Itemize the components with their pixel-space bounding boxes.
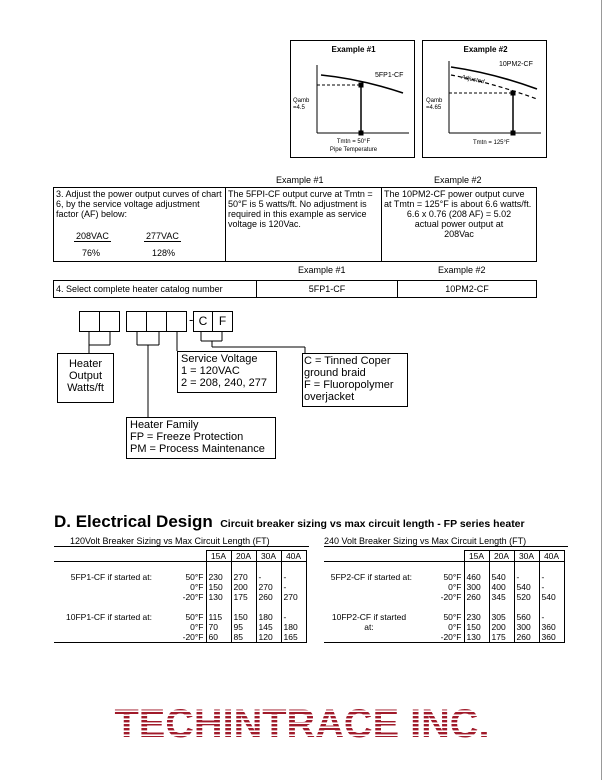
section-title: D. Electrical Design	[54, 512, 213, 531]
left-header-15a: 15A	[206, 551, 231, 562]
left-header-20a: 20A	[231, 551, 256, 562]
left-table-underline	[54, 546, 309, 547]
table-row: 0°F 70 95 145 180	[54, 622, 306, 632]
table-row: -20°F 130 175 260 270	[54, 592, 306, 602]
catalog-c-box	[193, 311, 213, 332]
step3-example2-text2: 6.6 x 0.76 (208 AF) = 5.02	[406, 209, 512, 219]
factor-208-value: 76%	[82, 248, 101, 258]
example1-chart-title: Example #1	[331, 45, 376, 54]
voltage-208-label: 208VAC	[76, 231, 109, 241]
example2-curve-label: 10PM2-CF	[499, 61, 533, 68]
step3-instruction: 3. Adjust the power output curves of chart 6, by the service voltage adjustment factor (AF) below:	[56, 189, 222, 219]
table-row: 5FP2-CF if started at: 50°F 460 540 - -	[324, 572, 564, 582]
right-header-40a: 40A	[539, 551, 564, 562]
table-row: 5FP1-CF if started at: 50°F 230 270 - -	[54, 572, 306, 582]
example2-adjusted-label: Adjusted	[460, 74, 485, 86]
table-row: 0°F 150 200 270 -	[54, 582, 306, 592]
example1-x-label: Tmtn = 50°F Pipe Temperature	[329, 139, 378, 153]
step3-example1-header: Example #1	[276, 175, 324, 185]
table-row: -20°F 60 85 120 165	[54, 632, 306, 643]
table-row: -20°F 260 345 520 540	[324, 592, 564, 602]
catalog-family-box-2	[146, 311, 167, 332]
step4-example1-value: 5FP1-CF	[308, 284, 346, 294]
heater-output-box: Heater Output Watts/ft	[57, 353, 114, 403]
step3-example2-text3: actual power output at	[414, 219, 504, 229]
table-row: 10FP2-CF if started 50°F 230 305 560 -	[324, 612, 564, 622]
table-row: -20°F 130 175 260 360	[324, 632, 564, 643]
example2-x-label: Tmtn = 125°F	[473, 140, 510, 146]
step3-example2-text4: 208Vac	[444, 229, 474, 239]
table-row: 10FP1-CF if started at: 50°F 115 150 180 -	[54, 612, 306, 622]
left-breaker-table	[54, 550, 307, 643]
sheath-option-box: C = Tinned Coper ground braid F = Fluoropolymer overjacket	[302, 353, 408, 407]
table-row: at: 0°F 150 200 300 360	[324, 622, 564, 632]
example2-chart-title: Example #2	[463, 45, 508, 54]
right-table-caption: 240 Volt Breaker Sizing vs Max Circuit Length (FT)	[324, 536, 527, 546]
catalog-f-box	[212, 311, 233, 332]
example2-y-label: Qamb =4.65	[426, 98, 443, 111]
right-header-30a: 30A	[514, 551, 539, 562]
catalog-family-box-1	[126, 311, 147, 332]
left-table-caption: 120Volt Breaker Sizing vs Max Circuit Length (FT)	[70, 536, 270, 546]
catalog-voltage-box	[166, 311, 187, 332]
left-header-30a: 30A	[256, 551, 281, 562]
right-header-15a: 15A	[464, 551, 489, 562]
left-header-40a: 40A	[281, 551, 306, 562]
right-table-underline	[324, 546, 568, 547]
service-voltage-box: Service Voltage 1 = 120VAC 2 = 208, 240, 277	[177, 351, 277, 393]
step4-example2-header: Example #2	[438, 265, 486, 275]
heater-family-box: Heater Family FP = Freeze Protection PM = Process Maintenance	[126, 417, 276, 459]
right-header-20a: 20A	[489, 551, 514, 562]
example1-y-label: Qamb =4.5	[293, 98, 310, 111]
voltage-277-label: 277VAC	[146, 231, 179, 241]
catalog-dash: -	[189, 312, 194, 327]
step3-example2-text1: The 10PM2-CF power output curve at Tmtn = 125°F is about 6.6 watts/ft.	[384, 189, 532, 209]
right-breaker-table	[324, 550, 565, 643]
factor-277-value: 128%	[152, 248, 176, 258]
step4-example2-value: 10PM2-CF	[445, 284, 489, 294]
catalog-digit-box-2	[99, 311, 120, 332]
example1-curve-label: 5FP1-CF	[375, 72, 404, 79]
section-subtitle: Circuit breaker sizing vs max circuit length - FP series heater	[220, 518, 525, 530]
step3-example2-header: Example #2	[434, 175, 482, 185]
electrical-design-title	[54, 512, 525, 532]
svg-text:TECHINTRACE INC.: TECHINTRACE INC.	[114, 702, 490, 744]
catalog-f-label: F	[218, 314, 227, 328]
table-row: 0°F 300 400 540 -	[324, 582, 564, 592]
step4-instruction: 4. Select complete heater catalog number	[56, 284, 223, 294]
step4-example1-header: Example #1	[298, 265, 346, 275]
step3-example1-text: The 5FPI-CF output curve at Tmtn = 50°F is 5 watts/ft. No adjustment is required in this example as service voltage is 120Vac.	[228, 189, 373, 229]
techintrace-logo	[112, 700, 492, 744]
catalog-c-label: C	[198, 314, 208, 328]
catalog-digit-box-1	[79, 311, 100, 332]
